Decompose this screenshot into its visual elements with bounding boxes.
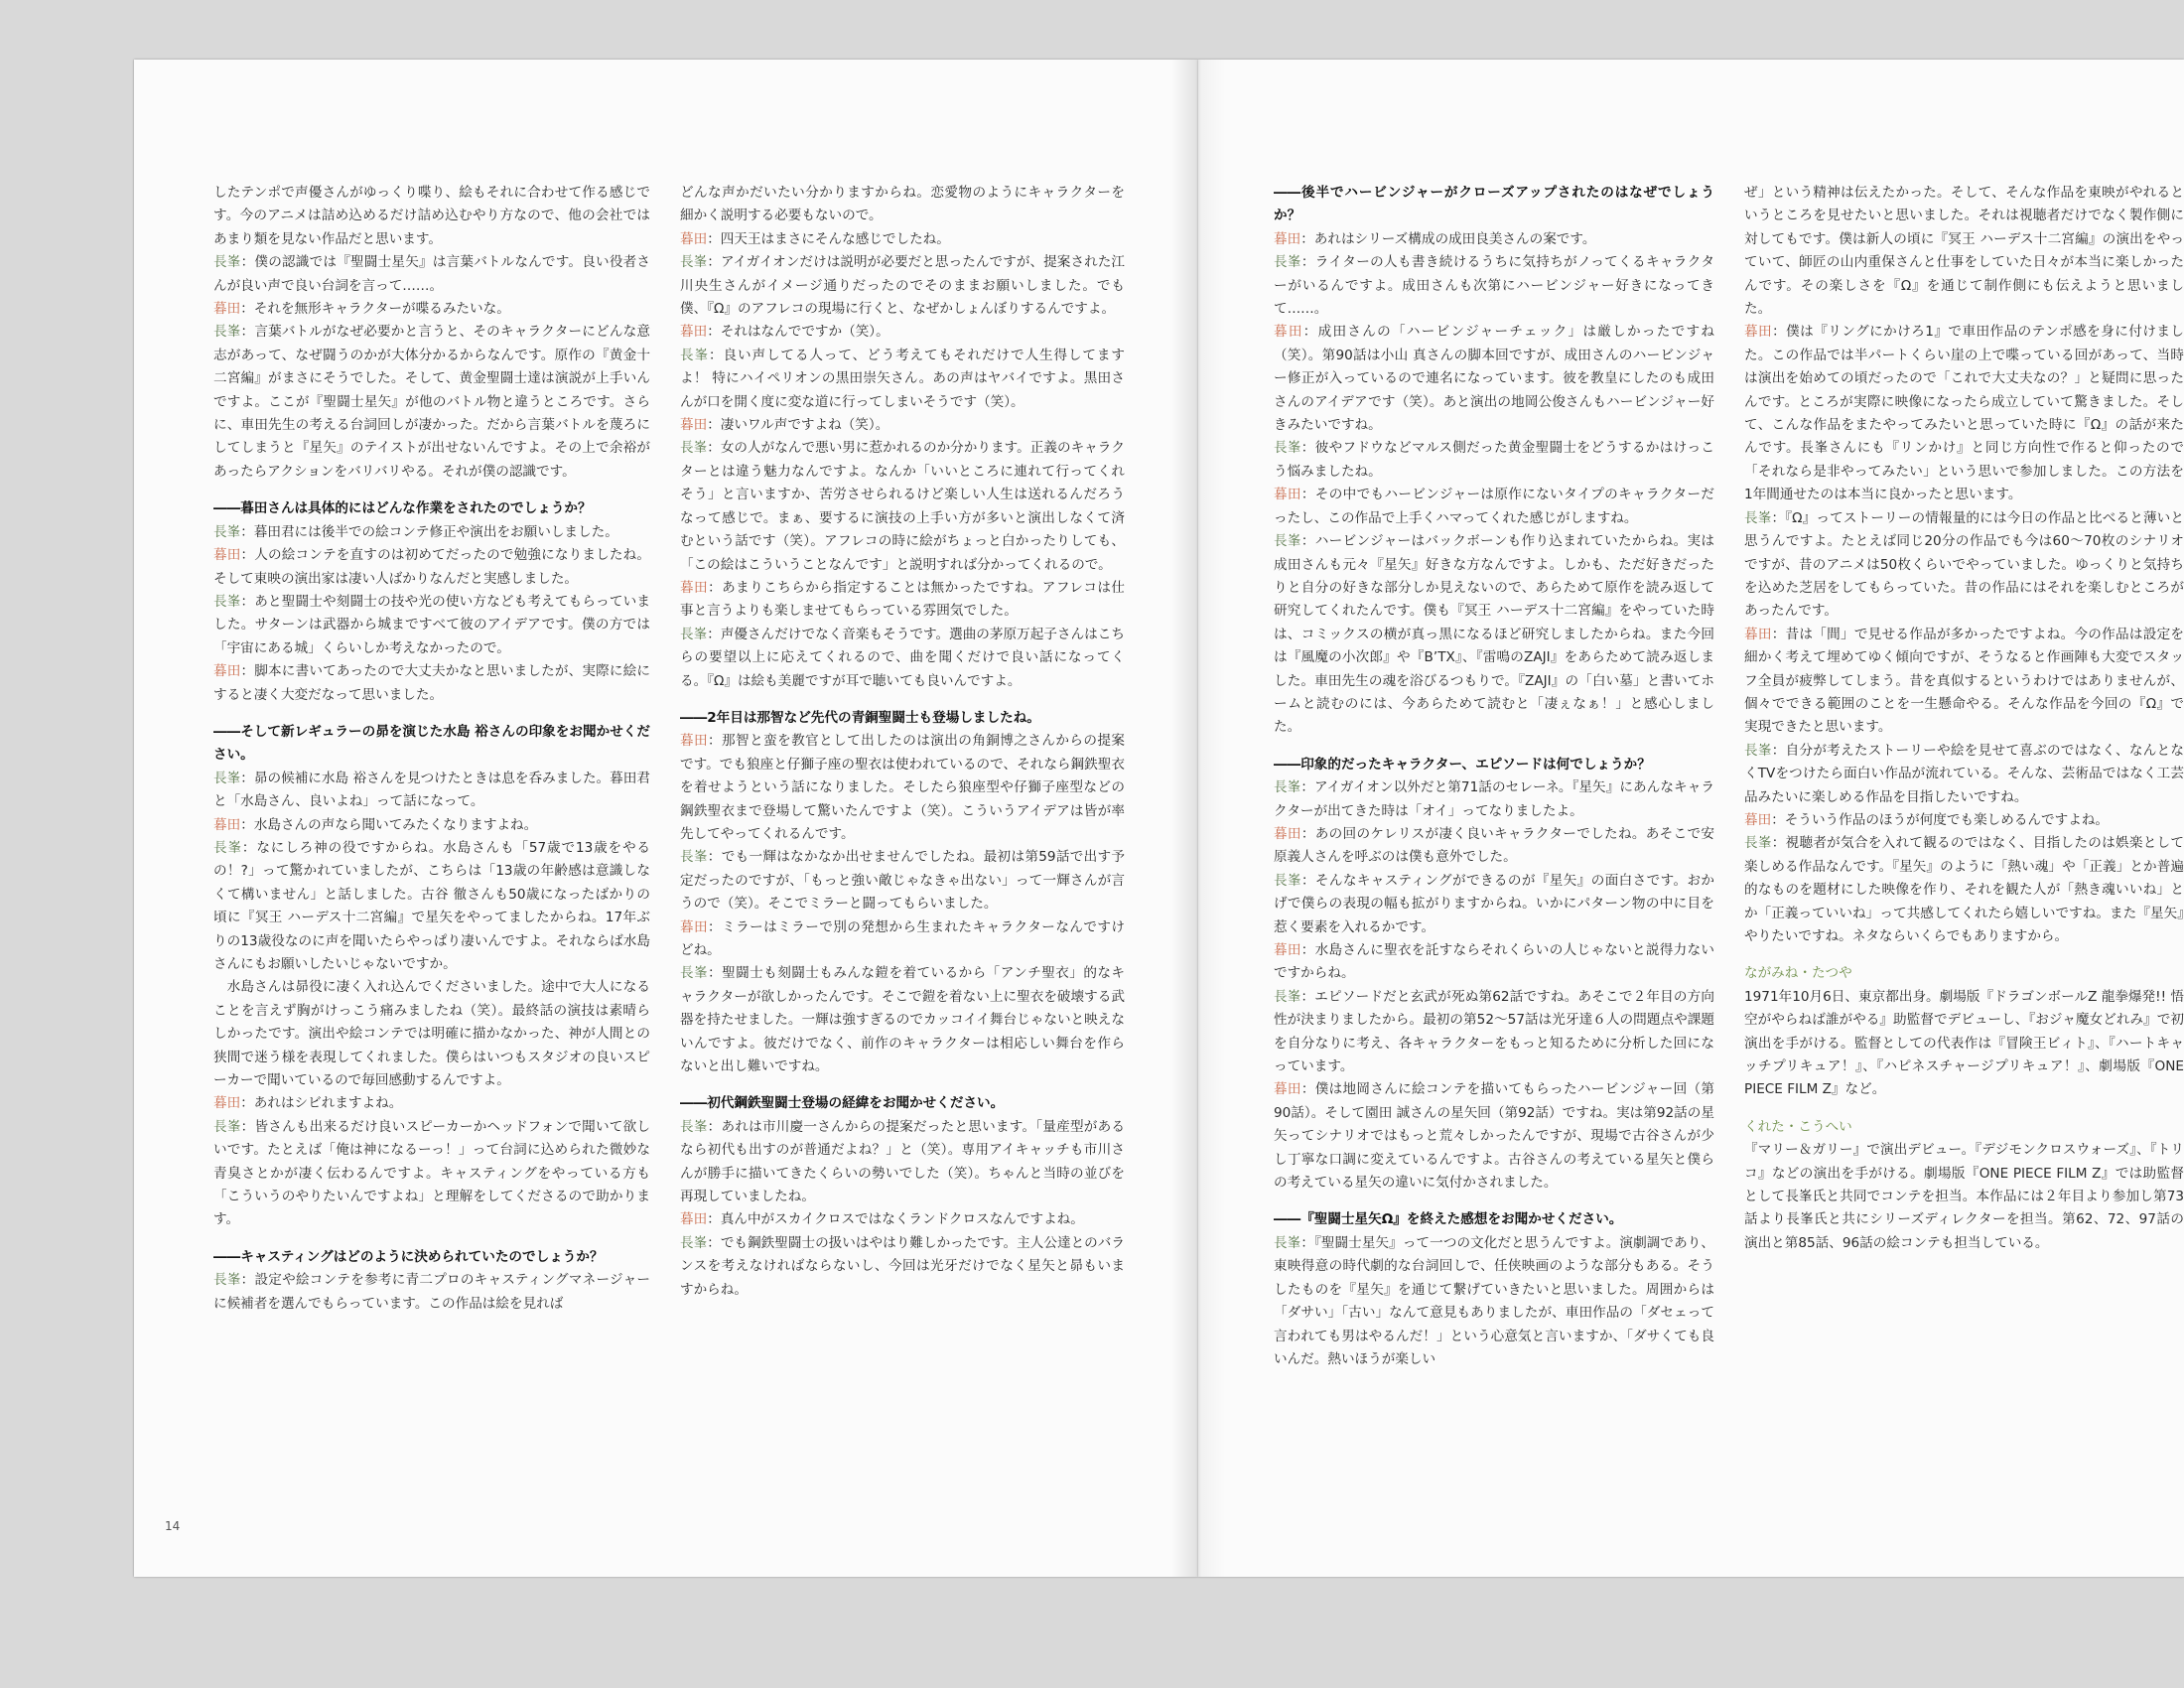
speaker-label-nagamine: 長峯 [1744,742,1772,759]
interview-answer [213,660,650,707]
speaker-label-kureta: 暮田 [1274,1081,1301,1098]
interview-answer [680,414,1125,437]
bio-name: くれた・こうへい [1744,1118,1852,1135]
answer-text: ：昴の候補に水島 裕さんを見つけたときは息を呑みました。暮田君と「水島さん、良いよね」って話になって。 [213,770,650,810]
answer-text: ：『Ω』ってストーリーの情報量的には今日の作品と比べると薄いと思うんですよ。たとえば同じ20分の作品でも今は60〜70枚のシナリオですが、昔のアニメは50枚くらいでやっていました。ゆっくりと気持ちを込めた芝居をしてもらっていた。昔の作品にはそれを楽しむところがあったんです。 [1744,509,2184,620]
answer-text: ：でも鋼鉄聖闘士の扱いはやはり難しかったです。主人公達とのバランスを考えなければならないし、今回は光牙だけでなく星矢と昴もいますからね。 [680,1234,1125,1298]
answer-text: ：彼やフドウなどマルス側だった黄金聖闘士をどうするかはけっこう悩みましたね。 [1274,440,1714,480]
interview-answer [213,1116,650,1232]
speaker-label-nagamine: 長峯 [213,324,241,341]
speaker-label-kureta: 暮田 [680,324,708,341]
answer-text: ：エピソードだと玄武が死ぬ第62話ですね。あそこで２年目の方向性が決まりましたから。最初の第52〜57話は光牙達６人の問題点や課題を自分なりに考え、各キャラクターをもっと知るために分析した回になっています。 [1274,988,1714,1075]
answer-text: ：アイガイオン以外だと第71話のセレーネ。『星矢』にあんなキャラクターが出てきた時は「オイ」ってなりましたよ。 [1274,779,1714,819]
interview-answer [1744,624,2184,740]
speaker-label-kureta: 暮田 [680,918,709,935]
answer-text: ：自分が考えたストーリーや絵を見せて喜ぶのではなく、なんとなくTVをつけたら面白い作品が流れている。そんな、芸術品ではなく工芸品みたいに楽しめる作品を目指したいですね。 [1744,742,2184,805]
interview-answer [680,730,1125,846]
interview-question: ――印象的だったキャラクター、エピソードは何でしょうか？ [1274,756,1651,773]
speaker-label-kureta: 暮田 [680,1211,708,1228]
answer-text: ：あと聖闘士や刻闘士の技や光の使い方なども考えてもらっていました。サターンは武器から城まですべて彼のアイデアです。僕の方では「宇宙にある城」くらいしか考えなかったので。 [213,593,650,656]
interview-answer [213,591,650,660]
speaker-label-nagamine: 長峯 [680,347,709,363]
answer-text: ：暮田君には後半での絵コンテ修正や演出をお願いしました。 [240,523,618,540]
answer-text: ：『聖闘士星矢』って一つの文化だと思うんですよ。演劇調であり、東映得意の時代劇的な台詞回しで、任侠映画のような部分もある。そうしたものを『星矢』を通じて繋げていきたいと思いました。周囲からは「ダサい」「古い」なんて意見もありましたが、車田作品の「ダセェって言われても男はやるんだ！」という心意気と言いますか、「ダサくても良いんだ。熱いほうが楽しい [1274,1234,1714,1367]
interview-answer [1274,986,1714,1079]
interview-answer [1274,437,1714,484]
interview-answer [1274,776,1714,823]
speaker-label-nagamine: 長峯 [213,254,241,271]
speaker-label-kureta: 暮田 [213,663,241,680]
interview-answer [680,251,1125,321]
interview-answer [213,1092,650,1115]
speaker-label-nagamine: 長峯 [213,593,241,610]
interview-answer [1744,321,2184,506]
interview-question: ――初代鋼鉄聖闘士登場の経緯をお聞かせください。 [680,1095,1005,1112]
speaker-label-nagamine: 長峯 [1274,254,1301,271]
speaker-label-nagamine: 長峯 [680,849,708,866]
speaker-label-nagamine: 長峯 [1274,440,1301,457]
interview-question: ――キャスティングはどのように決められていたのでしょうか？ [213,1248,604,1265]
speaker-label-kureta: 暮田 [680,579,709,596]
interview-answer [680,437,1125,576]
interview-answer [680,321,1125,344]
speaker-label-nagamine: 長峯 [1744,509,1772,526]
answer-text: ：凄いワル声ですよね（笑）。 [707,417,889,434]
answer-text: ：那智と蛮を教官として出したのは演出の角銅博之さんからの提案です。でも狼座と仔獅子座の聖衣は使われているので、それなら鋼鉄聖衣を着せようという話になりました。そしたら狼座型や仔獅子座型などの鋼鉄聖衣まで登場して驚いたんですよ（笑）。こういうアイデアは皆が率先してやってくれるんです。 [680,733,1125,842]
interview-answer [680,1208,1125,1231]
speaker-label-nagamine: 長峯 [1274,779,1301,796]
speaker-label-kureta: 暮田 [1274,825,1301,842]
interview-answer [680,624,1125,693]
answer-text: ：設定や絵コンテを参考に青二プロのキャスティングマネージャーに候補者を選んでもらっています。この作品は絵を見れば [213,1272,650,1312]
answer-text: ：あまりこちらから指定することは無かったですね。アフレコは仕事と言うよりも楽しませてもらっている雰囲気でした。 [680,579,1125,620]
speaker-label-nagamine: 長峯 [680,626,708,642]
interview-question: ――『聖闘士星矢Ω』を終えた感想をお聞かせください。 [1274,1211,1623,1228]
answer-text: ：声優さんだけでなく音楽もそうです。選曲の茅原万起子さんはこちらの要望以上に応えてくれるので、曲を聞くだけで良い話になってくる。『Ω』は絵も美麗ですが耳で聴いても良いんですよ。 [680,626,1125,689]
body-paragraph: どんな声かだいたい分かりますからね。恋愛物のようにキャラクターを細かく説明する必要もないので。 [680,185,1125,224]
interview-answer [213,544,650,591]
interview-answer [213,814,650,837]
interview-answer [1744,832,2184,948]
column-1 [213,182,650,1403]
interview-answer [680,916,1125,963]
speaker-label-nagamine: 長峯 [680,254,708,271]
speaker-label-kureta: 暮田 [213,547,241,564]
answer-text: ：ミラーはミラーで別の発想から生まれたキャラクターなんですけどね。 [680,918,1125,958]
answer-text: ：真ん中がスカイクロスではなくランドクロスなんですよね。 [707,1211,1084,1228]
interview-answer [213,768,650,814]
speaker-label-nagamine: 長峯 [680,440,708,457]
speaker-label-kureta: 暮田 [1274,942,1301,958]
answer-text: ：水島さんの声なら聞いてみたくなりますよね。 [240,816,538,833]
body-paragraph: ぜ」という精神は伝えたかった。そして、そんな作品を東映がやれるというところを見せたいと思いました。それは視聴者だけでなく製作側に対してもです。僕は新人の頃に『冥王 ハーデス十二宮編』の演出をやっていて、師匠の山内重保さんと仕事をしていた日々が本当に楽しかったんです。その楽しさを『Ω』を通じて制作側にも伝えようと思いました。 [1744,185,2184,318]
answer-text: ：皆さんも出来るだけ良いスピーカーかヘッドフォンで聞いて欲しいです。たとえば「俺は神になるーっ！」って台詞に込められた微妙な青臭さとかが凄く伝わるんですよ。キャスティングをやっている方も「こういうのやりたいんですよね」と理解をしてくださるので助かります。 [213,1118,650,1228]
answer-text: ：四天王はまさにそんな感じでしたね。 [707,230,950,247]
answer-text: ：そんなキャスティングができるのが『星矢』の面白さです。おかげで僕らの表現の幅も拡がりますからね。いかにパターン物の中に目を惹く要素を入れるかです。 [1274,872,1714,935]
speaker-label-kureta: 暮田 [1744,811,1772,828]
interview-answer [680,1116,1125,1209]
speaker-label-nagamine: 長峯 [1274,1234,1301,1251]
speaker-label-kureta: 暮田 [680,733,709,750]
interview-answer [213,298,650,321]
interview-answer [680,228,1125,251]
answer-text: ：僕は地岡さんに絵コンテを描いてもらったハービンジャー回（第90話）。そして園田 誠さんの星矢回（第92話）ですね。実は第92話の星矢ってシナリオではもっと荒々しかったんですが、現場で古谷さんが少し丁寧な口調に変えているんですよ。古谷さんの考えている星矢と僕らの考えている星矢の違いに気付かされました。 [1274,1081,1714,1192]
interview-answer [680,1232,1125,1302]
answer-text: ：水島さんに聖衣を託すならそれくらいの人じゃないと説得力ないですからね。 [1274,942,1714,982]
interview-answer [1274,321,1714,437]
speaker-label-nagamine: 長峯 [213,523,241,540]
answer-text: ：人の絵コンテを直すのは初めてだったので勉強になりましたね。そして東映の演出家は凄い人ばかりなんだと実感しました。 [213,547,650,587]
column-3 [1274,182,1714,1403]
column-2 [680,182,1125,1403]
interview-answer [213,251,650,298]
body-paragraph: 『マリー＆ガリー』で演出デビュー。『デジモンクロスウォーズ』、『トリコ』などの演出を手がける。劇場版『ONE PIECE FILM Z』では助監督として長峯氏と共同でコンテを担当。本作品には２年目より参加し第73話より長峯氏と共にシリーズディレクターを担当。第62、72、97話の演出と第85話、96話の絵コンテも担当している。 [1744,1142,2184,1251]
answer-text: ：聖闘士も刻闘士もみんな鎧を着ているから「アンチ聖衣」的なキャラクターが欲しかったんです。そこで鎧を着ない上に聖衣を破壊する武器を持たせました。一輝は強すぎるのでカッコイイ舞台じゃないと映えないんですよ。彼だけでなく、前作のキャラクターは相応しい舞台を作らないと出し難いですね。 [680,965,1125,1075]
answer-text: ：ライターの人も書き続けるうちに気持ちがノってくるキャラクターがいるんですよ。成田さんも次第にハービンジャー好きになってきて……。 [1274,254,1714,318]
body-paragraph: 水島さんは昴役に凄く入れ込んでくださいました。途中で大人になることを言えず胸がけっこう痛みましたね（笑）。最終話の演技は素晴らしかったです。演出や絵コンテでは明確に描かなかった、神が人間との狭間で迷う様を表現してくれました。僕らはいつもスタジオの良いスピーカーで聞いているので毎回感動するんですよ。 [213,979,650,1089]
answer-text: ：あの回のケレリスが凄く良いキャラクターでしたね。あそこで安原義人さんを呼ぶのは僕も意外でした。 [1274,825,1714,866]
interview-answer [1274,484,1714,530]
interview-answer [1744,809,2184,832]
interview-answer [680,962,1125,1078]
body-paragraph: したテンポで声優さんがゆっくり喋り、絵もそれに合わせて作る感じです。今のアニメは詰め込めるだけ詰め込むやり方なので、他の会社ではあまり類を見ない作品だと思います。 [213,185,650,247]
interview-answer [1274,1078,1714,1195]
speaker-label-kureta: 暮田 [213,301,241,318]
answer-text: ：良い声してる人って、どう考えてもそれだけで人生得してますよ！ 特にハイペリオンの黒田崇矢さん。あの声はヤバイですよ。黒田さんが口を開く度に変な道に行ってしまいそうです（笑）。 [680,347,1125,410]
interview-question: ――そして新レギュラーの昴を演じた水島 裕さんの印象をお聞かせください。 [213,723,650,764]
interview-answer [213,321,650,484]
answer-text: ：それを無形キャラクターが喋るみたいな。 [240,301,510,318]
speaker-label-kureta: 暮田 [1274,487,1301,503]
answer-text: ：僕の認識では『聖闘士星矢』は言葉バトルなんです。良い役者さんが良い声で良い台詞を言って……。 [213,254,650,294]
speaker-label-nagamine: 長峯 [1274,533,1301,550]
interview-answer [680,846,1125,915]
answer-text: ：ハービンジャーはバックボーンも作り込まれていたからね。実は成田さんも元々『星矢』好きな方なんですよ。しかも、ただ好きだったりと自分の好きな部分しか見えないので、あらためて原作を読み返して研究してくれたんです。僕も『冥王 ハーデス十二宮編』をやっていた時は、コミックスの横が真っ黒になるほど研究しましたからね。また今回は『風魔の小次郎』や『B’TX』、『雷鳴のZAJI』をあらためて読み返しました。車田先生の魂を浴びるつもりで。『ZAJI』の「白い墓」と書いてホームと読むのには、今あらためて読むと「凄ぇなぁ！」と感心しました。 [1274,533,1714,736]
speaker-label-kureta: 暮田 [1744,626,1772,642]
speaker-label-nagamine: 長峯 [213,1118,241,1135]
interview-answer [1274,870,1714,939]
interview-answer [1274,823,1714,870]
speaker-label-kureta: 暮田 [213,1095,241,1112]
interview-answer [1744,507,2184,624]
answer-text: ：その中でもハービンジャーは原作にないタイプのキャラクターだったし、この作品で上手くハマってくれた感じがしますね。 [1274,487,1714,526]
speaker-label-kureta: 暮田 [213,816,241,833]
interview-answer [1744,740,2184,809]
bio-name: ながみね・たつや [1744,965,1852,982]
answer-text: ：脚本に書いてあったので大丈夫かなと思いましたが、実際に絵にすると凄く大変だなって思いました。 [213,663,650,703]
interview-answer [1274,939,1714,986]
interview-answer [1274,251,1714,321]
speaker-label-nagamine: 長峯 [213,839,242,856]
interview-answer [680,577,1125,624]
answer-text: ：でも一輝はなかなか出せませんでしたね。最初は第59話で出す予定だったのですが、「もっと強い敵じゃなきゃ出ない」って一輝さんが言うので（笑）。そこでミラーと闘ってもらいました。 [680,849,1125,913]
answer-text: ：あれは市川慶一さんからの提案だったと思います。「量産型があるなら初代も出すのが普通だよね？」と（笑）。専用アイキャッチも市川さんが勝手に描いてきたくらいの勢いでした（笑）。ちゃんと当時の並びを再現していましたね。 [680,1118,1125,1205]
answer-text: ：言葉バトルがなぜ必要かと言うと、そのキャラクターにどんな意志があって、なぜ闘うのかが大体分かるからなんです。原作の『黄金十二宮編』がまさにそうでした。そして、黄金聖闘士達は演説が上手いんですよ。ここが『聖闘士星矢』が他のバトル物と違うところです。さらに、車田先生の考える台詞回しが凄かった。だから言葉バトルを蔑ろにしてしまうと『星矢』のテイストが出せないんですよ。その上で余裕があったらアクションをバリバリやる。それが僕の認識です。 [213,324,650,480]
speaker-label-kureta: 暮田 [1274,230,1301,247]
answer-text: ：あれはシリーズ構成の成田良美さんの案です。 [1300,230,1596,247]
speaker-label-nagamine: 長峯 [1274,872,1301,889]
speaker-label-nagamine: 長峯 [680,1118,708,1135]
answer-text: ：そういう作品のほうが何度でも楽しめるんですよね。 [1771,811,2110,828]
interview-answer [1274,228,1714,251]
speaker-label-nagamine: 長峯 [680,965,709,982]
answer-text: ：女の人がなんで悪い男に惹かれるのか分かります。正義のキャラクターとは違う魅力なんですよ。なんか「いいところに連れて行ってくれそう」と言いますか、苦労させられるけど楽しい人生は送れるんだろうなって感じで。まぁ、要するに演技の上手い方が多いと演出しなくて済むという話です（笑）。アフレコの時に絵がちょっと白かったりしても、「この絵はこういうことなんです」と説明すれば分かってくれるので。 [680,440,1125,573]
column-4 [1744,182,2184,1403]
answer-text: ：僕は『リングにかけろ1』で車田作品のテンポ感を身に付けました。この作品では半パートくらい崖の上で喋っている回があって、当時は演出を始めての頃だったので「これで大丈夫なの？」と疑問に思ったんです。ところが実際に映像になったら成立していて驚きました。そして、こんな作品をまたやってみたいと思っていた時に『Ω』の話が来たんです。長峯さんにも『リンかけ』と同じ方向性で作ると仰ったので「それなら是非やってみたい」という思いで参加しました。この方法を1年間通せたのは本当に良かったと思います。 [1744,324,2184,503]
speaker-label-kureta: 暮田 [1274,324,1303,341]
interview-question: ――2年目は那智など先代の青銅聖闘士も登場しましたね。 [680,709,1040,726]
speaker-label-nagamine: 長峯 [213,1272,241,1289]
answer-text: ：あれはシビれますよね。 [240,1095,403,1112]
page-number: 14 [165,1519,181,1533]
interview-answer [1274,530,1714,740]
interview-answer [680,345,1125,414]
interview-answer [213,837,650,976]
interview-answer [1274,1232,1714,1371]
speaker-label-nagamine: 長峯 [1744,835,1772,852]
interview-question: ――暮田さんは具体的にはどんな作業をされたのでしょうか？ [213,500,592,517]
answer-text: ：成田さんの「ハービンジャーチェック」は厳しかったですね（笑）。第90話は小山 真さんの脚本回ですが、成田さんのハービンジャー修正が入っているので連名になっています。彼を教皇にしたのも成田さんのアイデアです（笑）。あと演出の地岡公俊さんもハービンジャー好きみたいですね。 [1274,324,1714,434]
interview-answer [213,1269,650,1316]
interview-question: ――後半でハービンジャーがクローズアップされたのはなぜでしょうか？ [1274,185,1714,224]
answer-text: ：それはなんでですか（笑）。 [707,324,889,341]
speaker-label-nagamine: 長峯 [1274,988,1301,1005]
answer-text: ：視聴者が気合を入れて観るのではなく、目指したのは娯楽として楽しめる作品なんです。『星矢』のように「熱い魂」や「正義」とか普遍的なものを題材にした映像を作り、それを観た人が「熱き魂いいね」とか「正義っていいね」って共感してくれたら嬉しいですね。また『星矢』やりたいですね。ネタならいくらでもありますから。 [1744,835,2184,944]
speaker-label-kureta: 暮田 [680,230,708,247]
answer-text: ：昔は「間」で見せる作品が多かったですよね。今の作品は設定を細かく考えて埋めてゆく傾向ですが、そうなると作画陣も大変でスタッフ全員が疲弊してしまう。昔を真似するというわけではありませんが、個々でできる範囲のことを一生懸命やる。そんな作品を今回の『Ω』で実現できたと思います。 [1744,626,2184,736]
body-paragraph: 1971年10月6日、東京都出身。劇場版『ドラゴンボールZ 龍拳爆発!! 悟空がやらねば誰がやる』助監督でデビューし、『おジャ魔女どれみ』で初演出を手がける。監督としての代表作は『冒険王ビィト』、『ハートキャッチプリキュア！』、『ハピネスチャージプリキュア！』、劇場版『ONE PIECE FILM Z』など。 [1744,988,2184,1098]
interview-answer [213,521,650,544]
speaker-label-nagamine: 長峯 [680,1234,708,1251]
answer-text: ：アイガイオンだけは説明が必要だと思ったんですが、提案された江川央生さんがイメージ通りだったのでそのままお願いしました。でも僕、『Ω』のアフレコの現場に行くと、なぜかしょんぼりするんですよ。 [680,254,1125,318]
answer-text: ：なにしろ神の役ですからね。水島さんも「57歳で13歳をやるの！?」って驚かれていましたが、こちらは「13歳の年齢感は意識しなくて構いません」と話しました。古谷 徹さんも50歳になったばかりの頃に『冥王 ハーデス十二宮編』で星矢をやってましたからね。17年ぶりの13歳役なのに声を聞いたらやっぱり凄いんですよ。それならば水島さんにもお願いしたいじゃないですか。 [213,839,650,972]
speaker-label-nagamine: 長峯 [213,770,241,786]
speaker-label-kureta: 暮田 [1744,324,1773,341]
speaker-label-kureta: 暮田 [680,417,708,434]
